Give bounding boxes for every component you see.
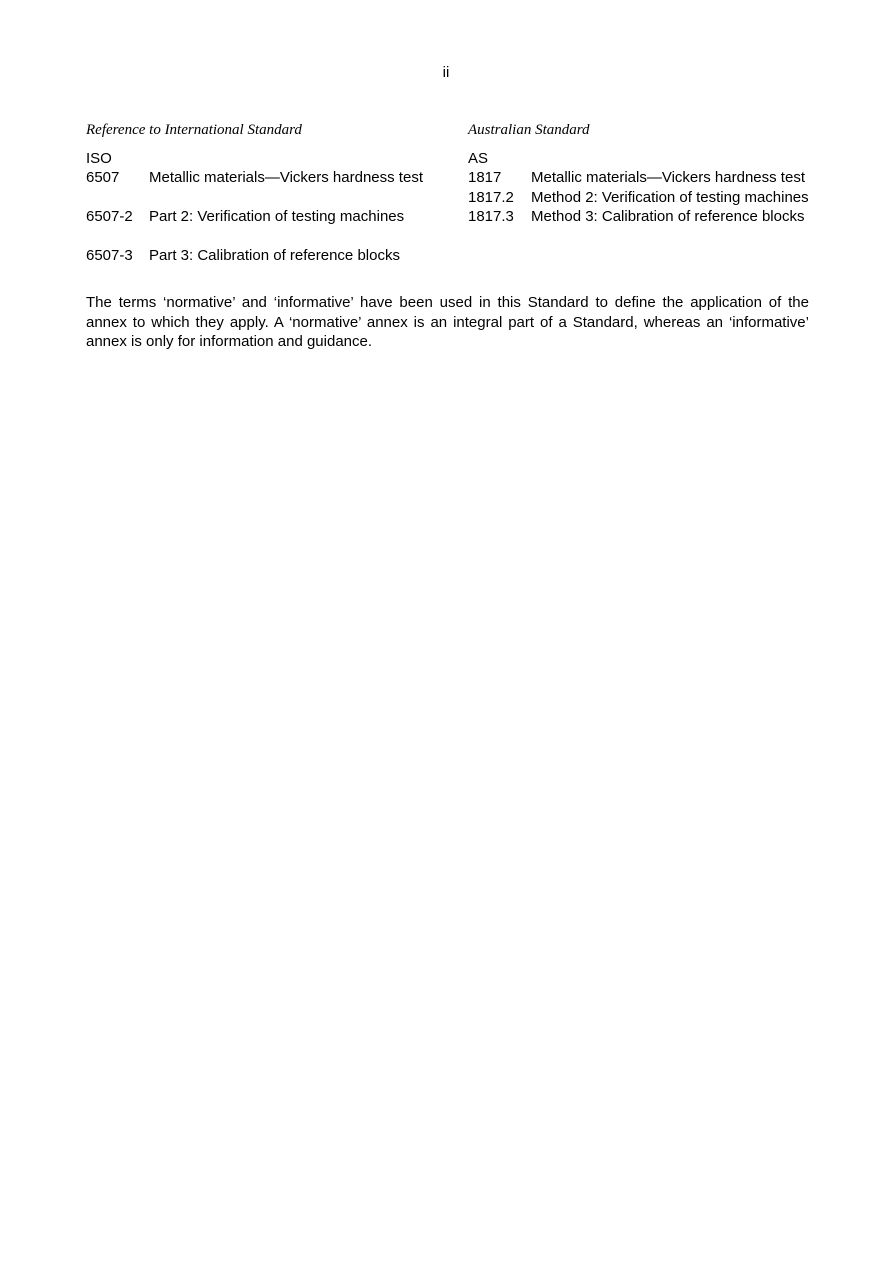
as-number: 1817 [468, 169, 502, 186]
australian-standard-column [468, 120, 809, 227]
iso-label: ISO [86, 150, 112, 167]
as-reference-row [468, 168, 809, 188]
as-title: Metallic materials—Vickers hardness test [531, 169, 805, 186]
iso-reference-row [86, 207, 448, 227]
international-standard-column [86, 120, 448, 266]
as-reference-row [468, 207, 809, 227]
iso-number: 6507-2 [86, 208, 133, 225]
international-standard-heading: Reference to International Standard [86, 122, 302, 138]
as-label: AS [468, 150, 489, 167]
page-number: ii [442, 64, 450, 81]
iso-number: 6507-3 [86, 247, 133, 264]
iso-reference-row [86, 246, 448, 266]
as-title: Method 3: Calibration of reference blocks [531, 208, 805, 225]
australian-standard-heading: Australian Standard [468, 122, 590, 138]
as-reference-row [468, 188, 809, 208]
iso-number: 6507 [86, 169, 120, 186]
as-number: 1817.3 [468, 208, 514, 225]
as-title: Method 2: Verification of testing machines [531, 188, 809, 206]
as-number: 1817.2 [468, 188, 514, 206]
iso-title: Part 3: Calibration of reference blocks [149, 247, 400, 264]
iso-title: Part 2: Verification of testing machines [149, 208, 405, 225]
iso-reference-row [86, 168, 448, 188]
normative-informative-paragraph: The terms ‘normative’ and ‘informative’ have been used in this Standard to define the application of the annex to which they apply. A ‘normative’ annex is an integral part of a Standard, whereas an ‘informative’ annex is only for information and guidance. [86, 294, 809, 350]
iso-title: Metallic materials—Vickers hardness test [149, 169, 423, 186]
